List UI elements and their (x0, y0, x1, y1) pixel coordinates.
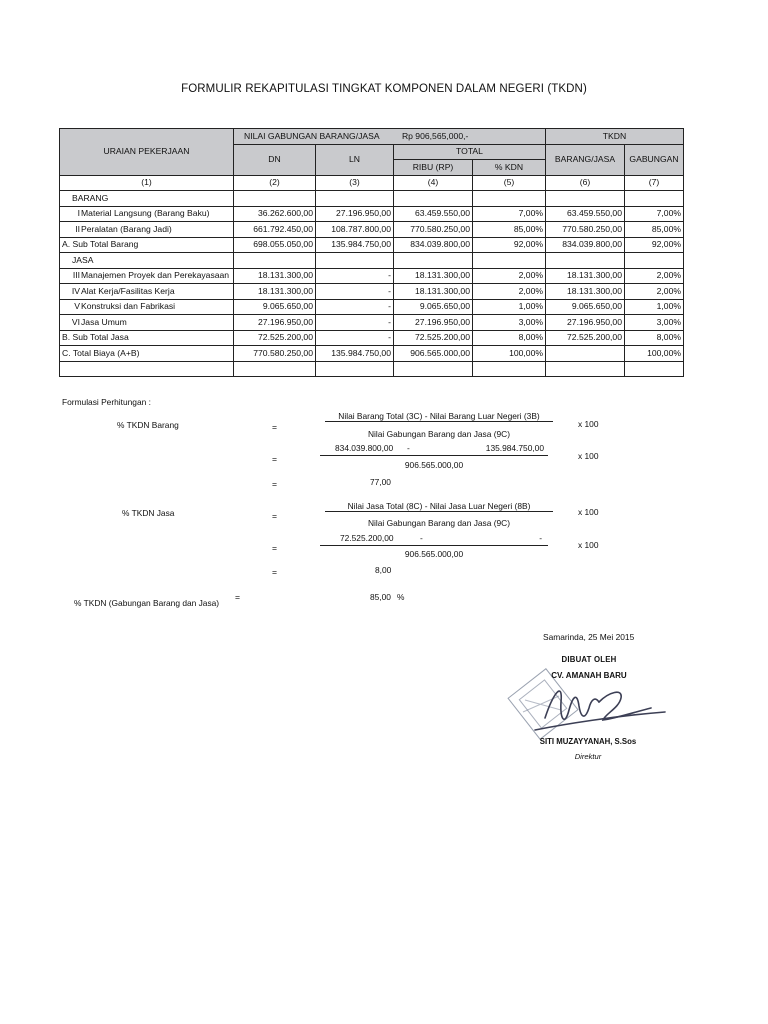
cell-barang-jasa: 18.131.300,00 (546, 268, 625, 284)
cell-total: 18.131.300,00 (394, 268, 473, 284)
cell-kdn: 92,00% (473, 237, 546, 253)
cell-dn: 770.580.250,00 (234, 346, 316, 362)
barang-num-b: 135.984.750,00 (485, 443, 544, 453)
row-name: Konstruksi dan Fabrikasi (81, 301, 176, 312)
table-row (60, 315, 684, 331)
cell-kdn: 7,00% (473, 206, 546, 222)
cell-total: 834.039.800,00 (394, 237, 473, 253)
header-ln: LN (316, 144, 394, 175)
cell-ln: 135.984.750,00 (316, 346, 394, 362)
col-num: (4) (394, 175, 473, 191)
empty-row (60, 361, 684, 377)
gabungan-result: 85,00 (370, 592, 391, 602)
header-barang-jasa: BARANG/JASA (546, 144, 625, 175)
cell-ln: 135.984.750,00 (316, 237, 394, 253)
cell-barang-jasa: 18.131.300,00 (546, 284, 625, 300)
cell-ln: - (316, 268, 394, 284)
section-label-jasa: JASA (60, 253, 234, 269)
cell-total: 9.065.650,00 (394, 299, 473, 315)
row-name: Material Langsung (Barang Baku) (81, 208, 210, 219)
cell-barang-jasa: 27.196.950,00 (546, 315, 625, 331)
barang-denominator-value: 906.565.000,00 (404, 460, 464, 470)
page-title: FORMULIR REKAPITULASI TINGKAT KOMPONEN DALAM NEGERI (TKDN) (181, 83, 587, 95)
subtotal-jasa-row (60, 330, 684, 346)
table-row (60, 268, 684, 284)
tkdn-gabungan-label: % TKDN (Gabungan Barang dan Jasa) (74, 598, 220, 608)
header-uraian: URAIAN PEKERJAAN (60, 129, 234, 176)
row-name: Alat Kerja/Fasilitas Kerja (81, 285, 175, 296)
jasa-denominator-formula: Nilai Gabungan Barang dan Jasa (9C) (368, 518, 510, 528)
x100-label: x 100 (578, 540, 599, 550)
col-num: (5) (473, 175, 546, 191)
place-date: Samarinda, 25 Mei 2015 (543, 632, 635, 642)
equals-sign: = (272, 422, 278, 432)
cell-total: 770.580.250,00 (394, 222, 473, 238)
table-row (60, 299, 684, 315)
cell-ln: - (316, 299, 394, 315)
equals-sign: = (235, 592, 241, 602)
equals-sign: = (272, 454, 278, 464)
barang-num-a: 834.039.800,00 (335, 443, 394, 453)
equals-sign: = (272, 511, 278, 521)
cell-ln: - (316, 330, 394, 346)
cell-kdn: 3,00% (473, 315, 546, 331)
cell-dn: 72.525.200,00 (234, 330, 316, 346)
cell-total: 18.131.300,00 (394, 284, 473, 300)
cell-gabungan: 85,00% (625, 222, 684, 238)
jasa-result: 8,00 (375, 565, 392, 575)
company-name: CV. AMANAH BARU (551, 671, 627, 680)
cell-barang-jasa: 72.525.200,00 (546, 330, 625, 346)
header-nilai-gabungan (234, 129, 546, 145)
cell-ln: 27.196.950,00 (316, 206, 394, 222)
equals-sign: = (272, 543, 278, 553)
header-gabungan: GABUNGAN (625, 144, 684, 175)
nilai-gabungan-label: NILAI GABUNGAN BARANG/JASA (244, 130, 380, 141)
cell-barang-jasa (546, 346, 625, 362)
cell-gabungan: 92,00% (625, 237, 684, 253)
cell-gabungan: 8,00% (625, 330, 684, 346)
cell-kdn: 2,00% (473, 284, 546, 300)
cell-gabungan: 2,00% (625, 268, 684, 284)
cell-ln: - (316, 315, 394, 331)
signatory-name: SITI MUZAYYANAH, S.Sos (539, 737, 637, 746)
col-num: (7) (625, 175, 684, 191)
row-number: VI (71, 316, 80, 327)
col-num: (6) (546, 175, 625, 191)
row-number: III (72, 270, 80, 281)
cell-dn: 36.262.600,00 (234, 206, 316, 222)
x100-label: x 100 (578, 507, 599, 517)
cell-kdn: 100,00% (473, 346, 546, 362)
total-biaya-row (60, 346, 684, 362)
tkdn-jasa-label: % TKDN Jasa (122, 508, 175, 518)
jasa-num-a: 72.525.200,00 (340, 533, 394, 543)
barang-numerator-values (320, 443, 548, 456)
signatory-position: Direktur (574, 752, 602, 761)
header-dn: DN (234, 144, 316, 175)
cell-kdn: 2,00% (473, 268, 546, 284)
jasa-numerator-formula: Nilai Jasa Total (8C) - Nilai Jasa Luar Negeri (8B) (325, 501, 553, 512)
col-num: (1) (60, 175, 234, 191)
section-label-barang: BARANG (60, 191, 234, 207)
row-number: II (75, 223, 80, 234)
jasa-num-b: - (539, 533, 542, 543)
cell-total: 63.459.550,00 (394, 206, 473, 222)
row-name: Manajemen Proyek dan Perekayasaan (81, 270, 230, 281)
cell-gabungan: 3,00% (625, 315, 684, 331)
tkdn-recap-table (59, 128, 684, 377)
cell-total: 27.196.950,00 (394, 315, 473, 331)
subtotal-label: A. Sub Total Barang (60, 237, 234, 253)
cell-dn: 18.131.300,00 (234, 284, 316, 300)
nilai-gabungan-value: Rp 906,565,000,- (401, 130, 469, 141)
subtotal-barang-row (60, 237, 684, 253)
cell-gabungan: 2,00% (625, 284, 684, 300)
cell-ln: 108.787.800,00 (316, 222, 394, 238)
cell-dn: 9.065.650,00 (234, 299, 316, 315)
barang-result: 77,00 (370, 477, 391, 487)
table-row (60, 284, 684, 300)
header-tkdn: TKDN (546, 129, 684, 145)
col-num: (2) (234, 175, 316, 191)
x100-label: x 100 (578, 451, 599, 461)
row-name: Jasa Umum (81, 316, 127, 327)
cell-ln: - (316, 284, 394, 300)
cell-total: 72.525.200,00 (394, 330, 473, 346)
equals-sign: = (272, 479, 278, 489)
jasa-numerator-values (320, 533, 548, 546)
subtotal-label: B. Sub Total Jasa (60, 330, 234, 346)
cell-barang-jasa: 9.065.650,00 (546, 299, 625, 315)
cell-gabungan: 1,00% (625, 299, 684, 315)
jasa-denominator-value: 906.565.000,00 (404, 549, 464, 559)
minus-sign: - (407, 443, 410, 453)
cell-kdn: 85,00% (473, 222, 546, 238)
col-num: (3) (316, 175, 394, 191)
equals-sign: = (272, 567, 278, 577)
cell-kdn: 1,00% (473, 299, 546, 315)
made-by-label: DIBUAT OLEH (561, 655, 617, 664)
cell-dn: 27.196.950,00 (234, 315, 316, 331)
row-number: V (74, 301, 80, 312)
barang-denominator-formula: Nilai Gabungan Barang dan Jasa (9C) (368, 429, 510, 439)
formula-heading: Formulasi Perhitungan : (62, 397, 151, 407)
row-name: Peralatan (Barang Jadi) (81, 223, 172, 234)
header-pct-kdn: % KDN (473, 160, 546, 176)
minus-sign: - (420, 533, 423, 543)
cell-dn: 18.131.300,00 (234, 268, 316, 284)
total-label: C. Total Biaya (A+B) (60, 346, 234, 362)
table-row (60, 206, 684, 222)
header-ribu: RIBU (RP) (394, 160, 473, 176)
cell-kdn: 8,00% (473, 330, 546, 346)
cell-dn: 661.792.450,00 (234, 222, 316, 238)
cell-barang-jasa: 834.039.800,00 (546, 237, 625, 253)
percent-sign: % (397, 592, 405, 602)
cell-barang-jasa: 63.459.550,00 (546, 206, 625, 222)
cell-gabungan: 100,00% (625, 346, 684, 362)
row-number: IV (71, 285, 80, 296)
cell-dn: 698.055.050,00 (234, 237, 316, 253)
table-row (60, 222, 684, 238)
row-number: I (77, 208, 80, 219)
cell-barang-jasa: 770.580.250,00 (546, 222, 625, 238)
section-row-jasa (60, 253, 684, 269)
header-total: TOTAL (394, 144, 546, 160)
column-number-row (60, 175, 684, 191)
tkdn-barang-label: % TKDN Barang (117, 420, 179, 430)
cell-total: 906.565.000,00 (394, 346, 473, 362)
cell-gabungan: 7,00% (625, 206, 684, 222)
barang-numerator-formula: Nilai Barang Total (3C) - Nilai Barang Luar Negeri (3B) (325, 411, 553, 422)
section-row-barang (60, 191, 684, 207)
x100-label: x 100 (578, 419, 599, 429)
header-row-1 (60, 129, 684, 145)
